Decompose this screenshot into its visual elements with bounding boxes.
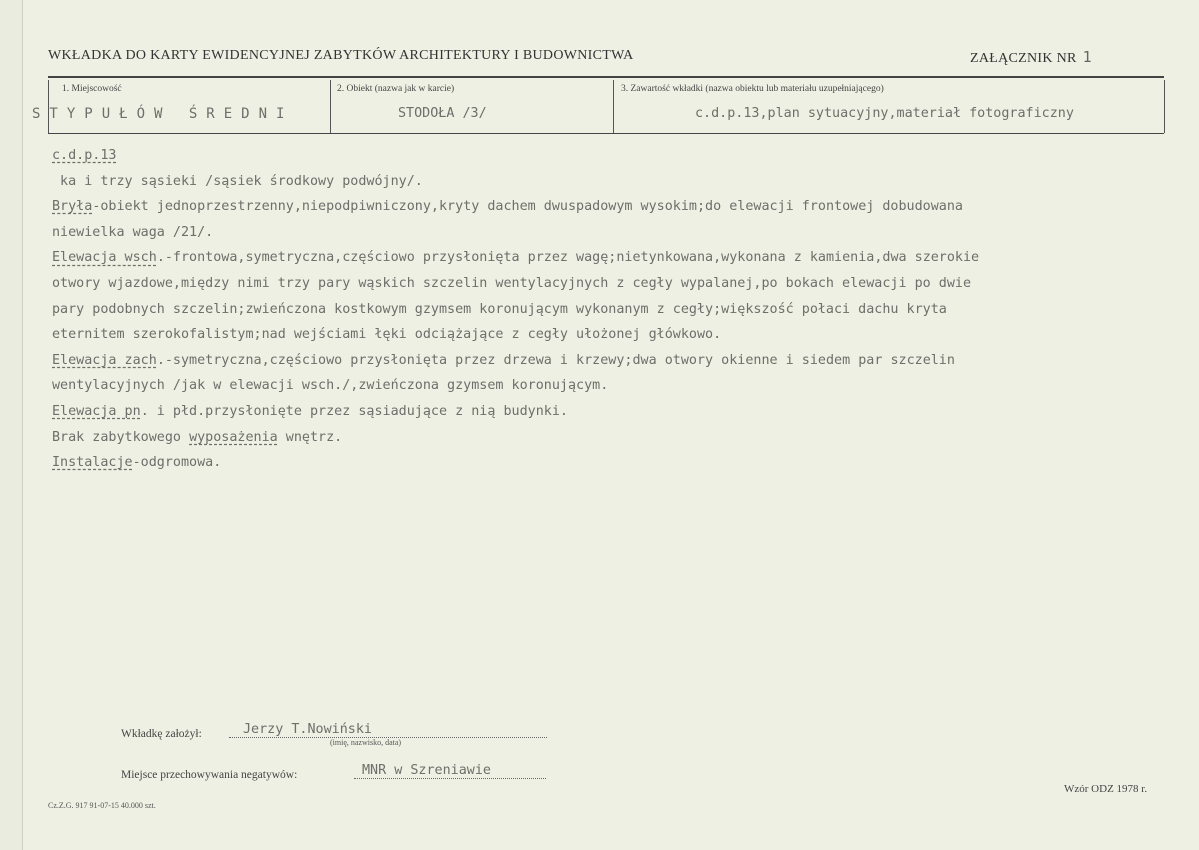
line-text: wnętrz. bbox=[277, 429, 343, 445]
text-line bbox=[52, 143, 1192, 169]
content-label: 3. Zawartość wkładki (nazwa obiektu lub materiału uzupełniającego) bbox=[621, 84, 884, 94]
negatives-line bbox=[354, 761, 546, 779]
underlined-term: Elewacja pn bbox=[52, 403, 141, 419]
text-line: niewielka waga /21/. bbox=[52, 224, 214, 240]
founded-line bbox=[229, 720, 547, 738]
field-divider bbox=[1164, 80, 1165, 133]
text-line: pary podobnych szczelin;zwieńczona kostkowym gzymsem koronującym wykonanym z cegły;większość połaci dachu kryta bbox=[52, 301, 947, 317]
text-line bbox=[52, 194, 1192, 220]
annex-heading bbox=[970, 48, 1092, 67]
text-line: wentylacyjnych /jak w elewacji wsch./,zwieńczona gzymsem koronującym. bbox=[52, 378, 609, 394]
text-line bbox=[52, 399, 1192, 425]
line-text: . i płd.przysłonięte przez sąsiadujące z nią budynki. bbox=[140, 403, 568, 419]
form-pattern: Wzór ODZ 1978 r. bbox=[1064, 783, 1148, 795]
negatives-value: MNR w Szreniawie bbox=[354, 763, 546, 779]
text-line: otwory wjazdowe,między nimi trzy pary wąskich szczelin wentylacyjnych z cegły wypalanej,po bokach elewacji po dwie bbox=[52, 275, 972, 291]
text-line bbox=[52, 245, 1192, 271]
text-line: eternitem szerokofalistym;nad wejściami łęki odciążające z cegły ułożonej główkowo. bbox=[52, 327, 722, 343]
negatives-label: Miejsce przechowywania negatywów: bbox=[121, 769, 298, 781]
line-text: Brak zabytkowego bbox=[52, 429, 190, 445]
underlined-term: Instalacje bbox=[52, 455, 133, 471]
text-line bbox=[52, 450, 1192, 476]
underlined-term: wyposażenia bbox=[189, 429, 278, 445]
content-value: c.d.p.13,plan sytuacyjny,materiał fotograficzny bbox=[695, 106, 1074, 121]
top-rule bbox=[48, 76, 1164, 78]
field-bottom-rule bbox=[48, 133, 1164, 134]
underlined-term: Bryła bbox=[52, 199, 93, 215]
text-line bbox=[52, 348, 1192, 374]
line-text: .-symetryczna,częściowo przysłonięta przez drzewa i krzewy;dwa otwory okienne i siedem par szczelin bbox=[156, 352, 955, 368]
line-text: .-frontowa,symetryczna,częściowo przysłonięta przez wagę;nietynkowana,wykonana z kamienia,dwa szerokie bbox=[156, 250, 980, 266]
founded-hint: (imię, nazwisko, data) bbox=[330, 738, 402, 747]
underlined-term: Elewacja zach bbox=[52, 352, 157, 368]
text-line bbox=[52, 425, 1192, 451]
underlined-term: c.d.p.13 bbox=[52, 148, 117, 163]
line-text: -odgromowa. bbox=[132, 455, 222, 471]
object-label: 2. Obiekt (nazwa jak w karcie) bbox=[337, 84, 455, 94]
underlined-term: Elewacja wsch bbox=[52, 250, 157, 266]
object-value: STODOŁA /3/ bbox=[398, 106, 487, 121]
form-title: WKŁADKA DO KARTY EWIDENCYJNEJ ZABYTKÓW ARCHITEKTURY I BUDOWNICTWA bbox=[48, 48, 634, 63]
locality-label: 1. Miejscowość bbox=[62, 84, 122, 94]
annex-number: 1 bbox=[1082, 48, 1092, 66]
text-line: ka i trzy sąsieki /sąsiek środkowy podwójny/. bbox=[52, 173, 423, 189]
description-body bbox=[52, 143, 1192, 476]
founded-value: Jerzy T.Nowiński bbox=[229, 722, 547, 738]
field-divider bbox=[613, 80, 614, 133]
founded-label: Wkładkę założył: bbox=[121, 728, 202, 740]
field-divider bbox=[330, 80, 331, 133]
locality-value: STYPUŁÓW ŚREDNI bbox=[32, 106, 294, 122]
annex-label: ZAŁĄCZNIK NR bbox=[970, 51, 1077, 66]
line-text: -obiekt jednoprzestrzenny,niepodpiwniczony,kryty dachem dwuspadowym wysokim;do elewacji frontowej dobudowana bbox=[92, 199, 963, 215]
print-info: Cz.Z.G. 917 91-07-15 40.000 szt. bbox=[48, 801, 156, 810]
